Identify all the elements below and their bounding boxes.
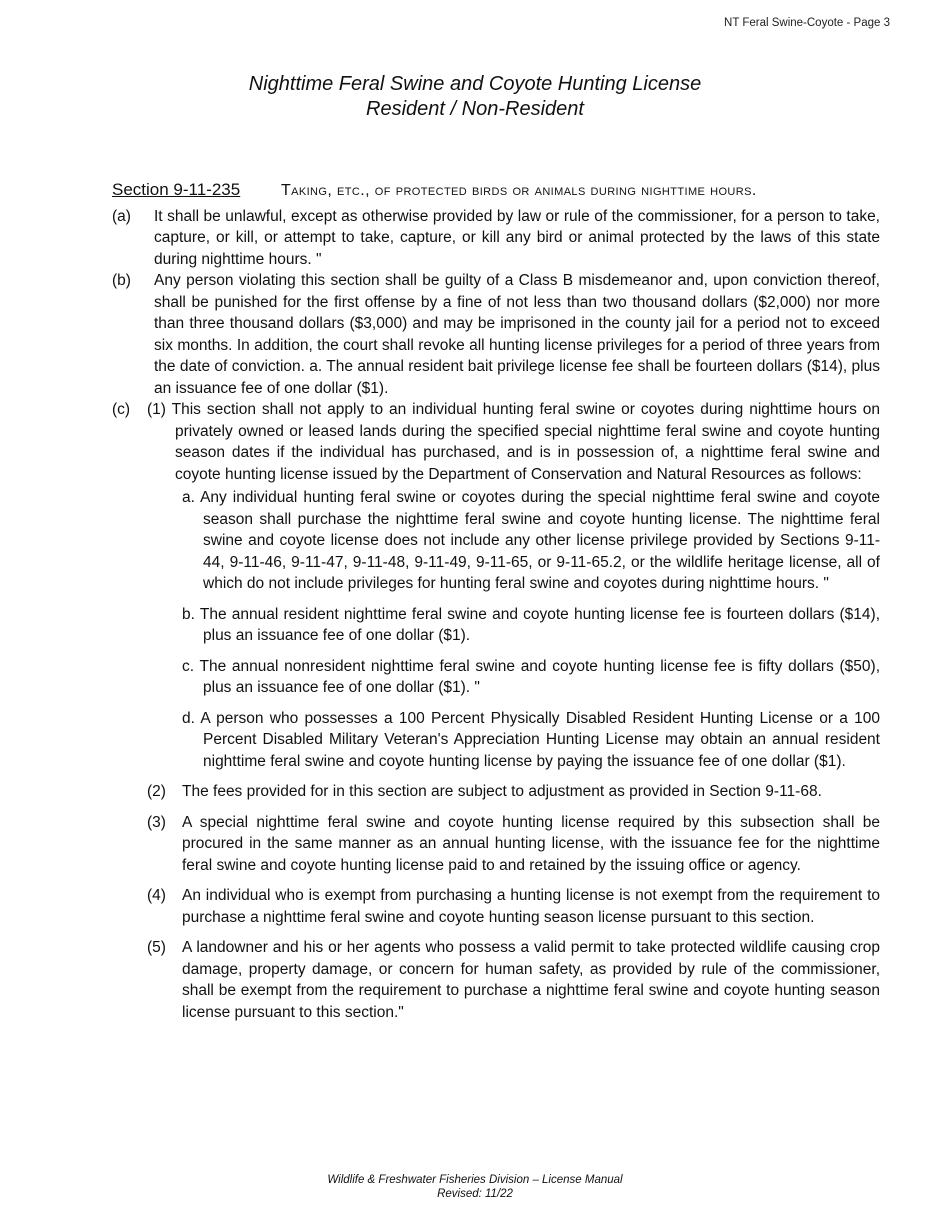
paragraph-label: (a) (112, 207, 131, 225)
paragraph-text: Any person violating this section shall be guilty of a Class B misdemeanor and, upon conviction thereof, shall be punished for the first offense by a fine of not less than two thousand dollars ($2,000) nor more than three thousand dollars ($3,000) and may be imprisoned in the county jail for a period not to exceed six months. In addition, the court shall revoke all hunting license privileges for a period of three years from the date of conviction. a. The annual resident bait privilege license fee shall be fourteen dollars ($14), plus an issuance fee of one dollar ($1). (154, 272, 880, 397)
item-3 (147, 812, 880, 877)
sub-item-label: b. (182, 605, 195, 623)
sub-item-label: d. (182, 709, 195, 727)
item-label: (4) (147, 887, 166, 904)
sub-item-c (147, 656, 880, 699)
section-title: Taking, etc., of protected birds or animals during nighttime hours. (280, 182, 757, 199)
sub-item-text: The annual resident nighttime feral swine and coyote hunting license fee is fourteen dollars ($14), plus an issuance fee of one dollar ($1). (199, 605, 880, 644)
sub-item-text: A person who possesses a 100 Percent Physically Disabled Resident Hunting License or a 100 Percent Disabled Military Veteran's Appreciation Hunting License may obtain an annual resident nighttime feral swine and coyote hunting license by paying the issuance fee of one dollar ($1). (200, 709, 881, 770)
footer-line-2: Revised: 11/22 (437, 1188, 513, 1200)
sub-item-text: The annual nonresident nighttime feral swine and coyote hunting license fee is fifty dollars ($50), plus an issuance fee of one dollar ($1). " (199, 657, 880, 696)
item-label: (5) (147, 939, 166, 956)
sub-item-text: Any individual hunting feral swine or coyotes during the special nighttime feral swine and coyote season shall purchase the nighttime feral swine and coyote hunting license. The nighttime feral swine and coyote license does not include any other license privilege provided by Sections 9-11-44, 9-11-46, 9-11-47, 9-11-48, 9-11-49, 9-11-65, or 9-11-65.2, or the wildlife heritage license, all of which do not include privileges for hunting feral swine and coyotes during nighttime hours. " (200, 489, 880, 592)
section-number: Section 9-11-235 (112, 180, 241, 199)
item-text: This section shall not apply to an individual hunting feral swine or coyotes during nighttime hours on privately owned or leased lands during the specified special nighttime feral swine and coyote hunting season dates if the individual has purchased, and is in possession of, a nighttime feral swine and coyote hunting license issued by the Department of Conservation and Natural Resources as follows: (171, 401, 880, 483)
paragraph-a (112, 206, 880, 271)
item-1 (147, 399, 880, 485)
item-2 (147, 781, 880, 803)
item-text: An individual who is exempt from purchasing a hunting license is not exempt from the requirement to purchase a nighttime feral swine and coyote hunting season license pursuant to this section. (182, 887, 880, 926)
document-title (0, 72, 950, 122)
sub-items (147, 487, 880, 772)
paragraph-label: (c) (112, 401, 131, 418)
sub-item-b (147, 604, 880, 647)
item-text: A special nighttime feral swine and coyote hunting license required by this subsection shall be procured in the same manner as an annual hunting license, with the issuance fee for the nighttime feral swine and coyote hunting license paid to and retained by the issuing office or agency. (182, 813, 880, 874)
footer-line-1: Wildlife & Freshwater Fisheries Division – License Manual (327, 1174, 623, 1186)
paragraph-label: (b) (112, 272, 131, 289)
item-label: (2) (147, 783, 166, 800)
sub-item-label: a. (182, 489, 195, 506)
item-label: (1) (147, 401, 166, 418)
paragraph-text: It shall be unlawful, except as otherwise provided by law or rule of the commissioner, for a person to take, capture, or kill, or attempt to take, capture, or kill any bird or animal protected by the laws of this state during nighttime hours. " (154, 207, 880, 268)
paragraph-b (112, 270, 880, 399)
title-line-1: Nighttime Feral Swine and Coyote Hunting License (248, 73, 702, 95)
section-heading (112, 179, 880, 202)
title-line-2: Resident / Non-Resident (366, 98, 584, 120)
item-4 (147, 885, 880, 928)
item-label: (3) (147, 813, 166, 831)
document-body (112, 179, 880, 1023)
page-header-label: NT Feral Swine-Coyote - Page 3 (724, 17, 890, 29)
sub-item-d (147, 708, 880, 773)
sub-item-label: c. (182, 657, 195, 675)
item-5 (147, 937, 880, 1023)
paragraph-c (112, 399, 880, 1023)
item-text: The fees provided for in this section are subject to adjustment as provided in Section 9-11-68. (182, 783, 822, 800)
item-text: A landowner and his or her agents who possess a valid permit to take protected wildlife causing crop damage, property damage, or concern for human safety, as provided by rule of the commissioner, shall be exempt from the requirement to purchase a nighttime feral swine and coyote hunting season license pursuant to this section." (182, 939, 880, 1021)
sub-item-a (147, 487, 880, 595)
page-footer (0, 1173, 950, 1201)
